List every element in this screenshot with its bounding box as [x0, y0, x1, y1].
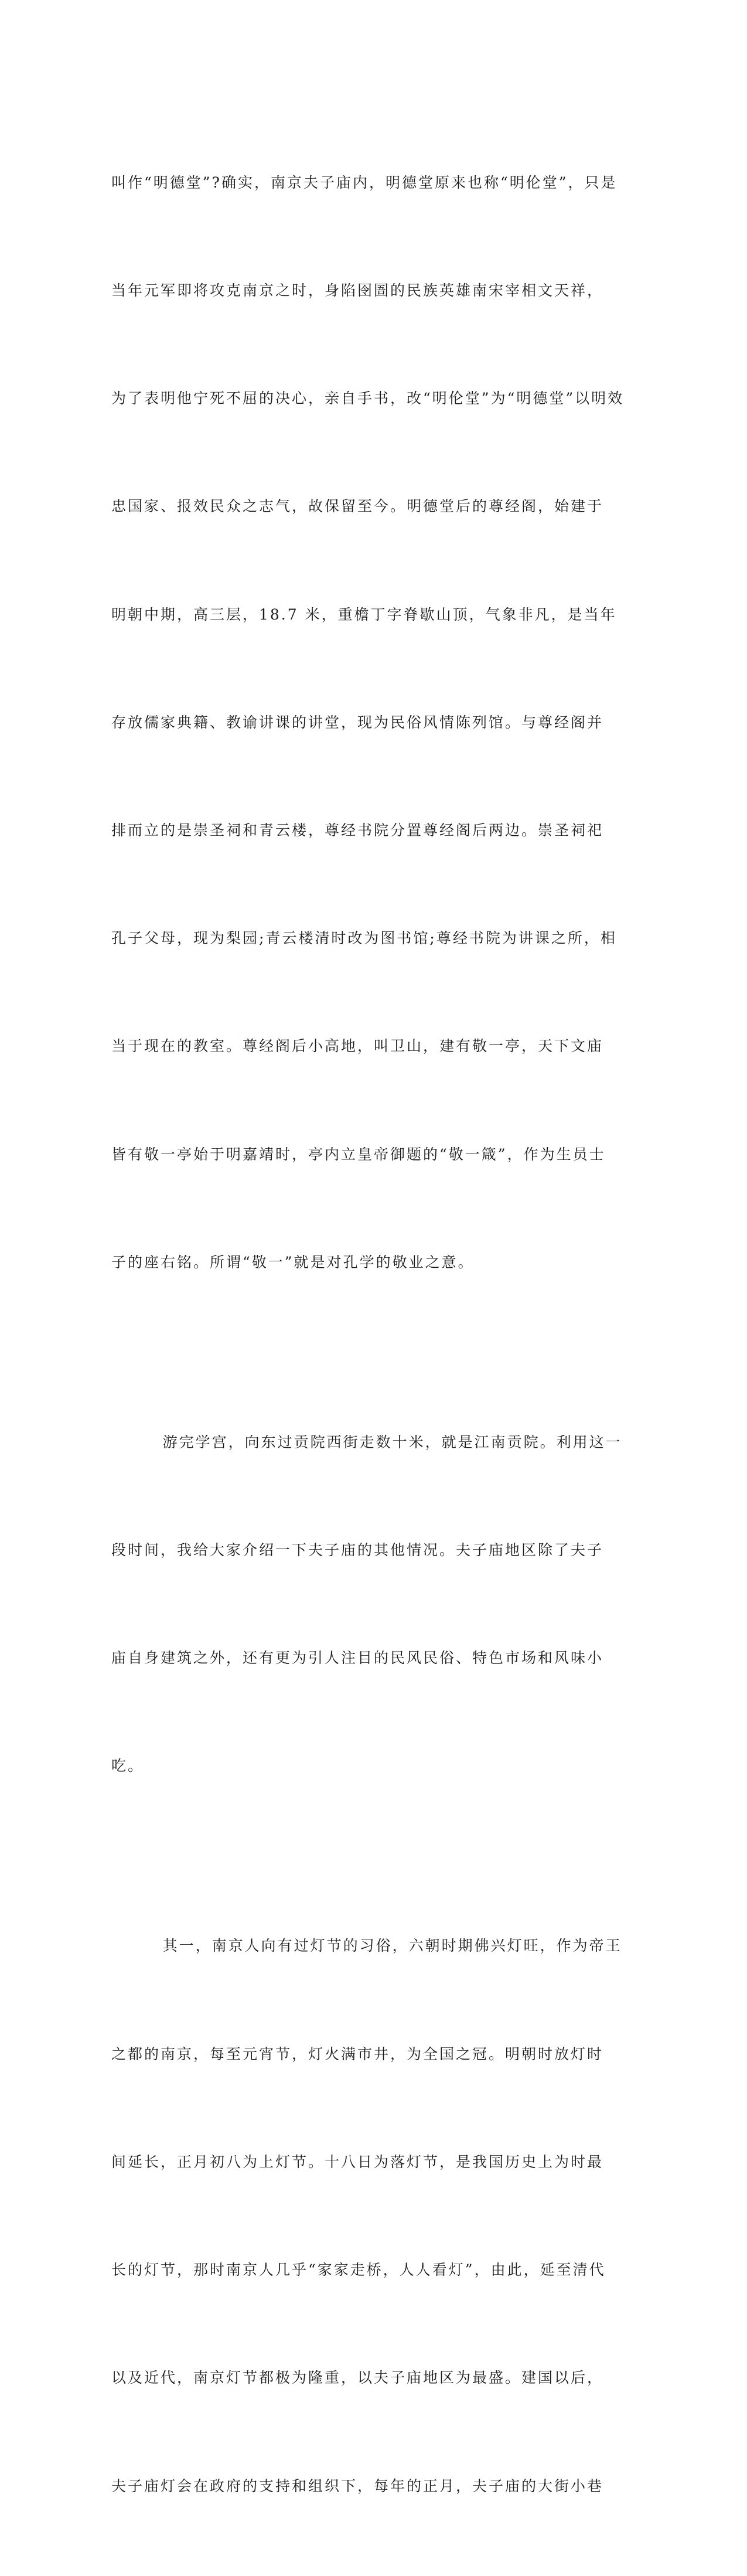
text-line: 游完学宫，向东过贡院西街走数十米，就是江南贡院。利用这一 — [111, 1433, 622, 1451]
text-line: 存放儒家典籍、教谕讲课的讲堂，现为民俗风情陈列馆。与尊经阁并 — [111, 713, 604, 731]
text-line: 排而立的是崇圣祠和青云楼，尊经书院分置尊经阁后两边。崇圣祠祀 — [111, 822, 604, 839]
text-line: 为了表明他宁死不屈的决心，亲自手书，改“明伦堂”为“明德堂”以明效 — [111, 390, 625, 407]
text-line: 当年元军即将攻克南京之时，身陷囹圄的民族英雄南宋宰相文天祥， — [111, 282, 604, 300]
text-line: 明朝中期，高三层，18.7 米，重檐丁字脊歇山顶，气象非凡，是当年 — [111, 605, 617, 623]
text-line: 皆有敬一亭始于明嘉靖时，亭内立皇帝御题的“敬一箴”，作为生员士 — [111, 1145, 606, 1163]
paragraph-1 — [111, 93, 639, 1352]
text-line: 叫作“明德堂”?确实，南京夫子庙内，明德堂原来也称“明伦堂”，只是 — [111, 173, 618, 191]
text-line: 孔子父母，现为梨园;青云楼清时改为图书馆;尊经书院为讲课之所，相 — [111, 930, 617, 947]
text-line: 庙自身建筑之外，还有更为引人注目的民风民俗、特色市场和风味小 — [111, 1649, 604, 1667]
text-line: 夫子庙灯会在政府的支持和组织下，每年的正月，夫子庙的大街小巷 — [111, 2477, 604, 2495]
text-line: 段时间，我给大家介绍一下夫子庙的其他情况。夫子庙地区除了夫子 — [111, 1541, 604, 1559]
text-line: 长的灯节，那时南京人几乎“家家走桥，人人看灯”，由此，延至清代 — [111, 2261, 606, 2279]
body-text — [111, 93, 639, 2576]
text-line: 其一，南京人向有过灯节的习俗，六朝时期佛兴灯旺，作为帝王 — [111, 1937, 622, 1955]
text-line: 间延长，正月初八为上灯节。十八日为落灯节，是我国历史上为时最 — [111, 2153, 604, 2170]
text-line: 子的座右铭。所谓“敬一”就是对孔学的敬业之意。 — [111, 1253, 475, 1271]
paragraph-2 — [111, 1352, 639, 1856]
paragraph-3 — [111, 1856, 639, 2576]
text-line: 吃。 — [111, 1757, 145, 1775]
text-line: 以及近代，南京灯节都极为隆重，以夫子庙地区为最盛。建国以后， — [111, 2369, 604, 2387]
text-line: 之都的南京，每至元宵节，灯火满市井，为全国之冠。明朝时放灯时 — [111, 2045, 604, 2063]
text-line: 当于现在的教室。尊经阁后小高地，叫卫山，建有敬一亭，天下文庙 — [111, 1037, 604, 1055]
text-line: 忠国家、报效民众之志气，故保留至今。明德堂后的尊经阁，始建于 — [111, 498, 604, 515]
